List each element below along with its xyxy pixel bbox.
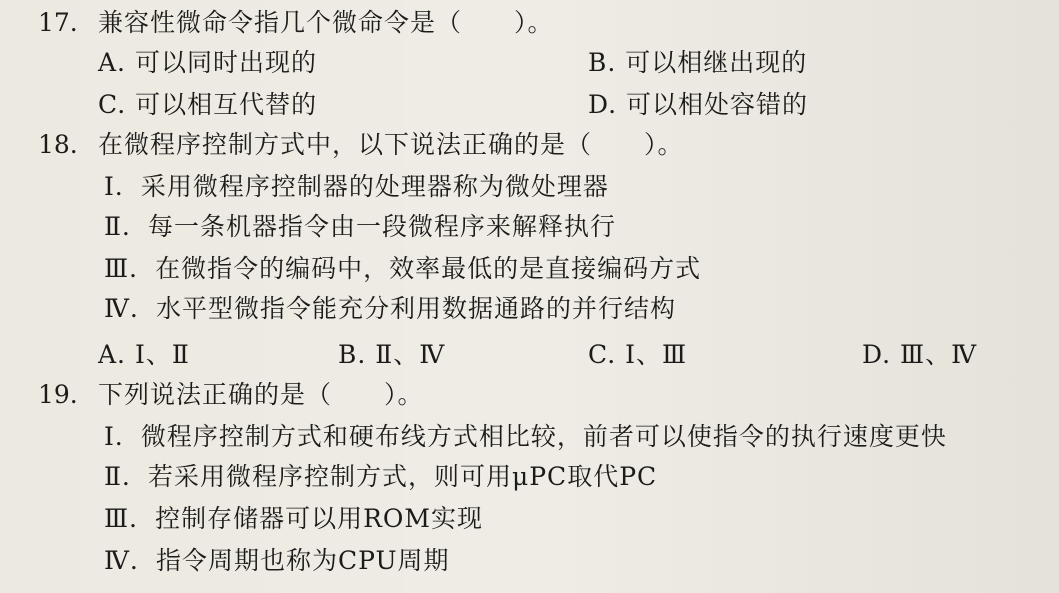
question-18-option-a: A. Ⅰ、Ⅱ bbox=[98, 340, 190, 369]
question-19-statement-3: Ⅲ．控制存储器可以用ROM实现 bbox=[104, 504, 484, 533]
question-17-option-c: C. 可以相互代替的 bbox=[98, 90, 318, 119]
question-17-stem: 兼容性微命令指几个微命令是（ ）。 bbox=[98, 8, 554, 37]
question-18-option-b: B. Ⅱ、Ⅳ bbox=[338, 340, 446, 369]
question-17-option-a: A. 可以同时出现的 bbox=[98, 48, 317, 77]
question-17-option-b: B. 可以相继出现的 bbox=[588, 48, 808, 77]
question-19-number: 19. bbox=[38, 380, 78, 409]
question-18-stem: 在微程序控制方式中，以下说法正确的是（ ）。 bbox=[98, 130, 684, 159]
question-17-option-d: D. 可以相处容错的 bbox=[588, 90, 809, 119]
question-18-option-c: C. Ⅰ、Ⅲ bbox=[588, 340, 688, 369]
question-19-statement-1: Ⅰ．微程序控制方式和硬布线方式相比较，前者可以使指令的执行速度更快 bbox=[104, 422, 947, 451]
question-19-statement-4: Ⅳ．指令周期也称为CPU周期 bbox=[104, 546, 450, 575]
question-18-statement-4: Ⅳ．水平型微指令能充分利用数据通路的并行结构 bbox=[104, 294, 676, 323]
question-19-statement-2: Ⅱ．若采用微程序控制方式，则可用μPC取代PC bbox=[104, 462, 658, 491]
question-17-number: 17. bbox=[38, 8, 78, 37]
question-18-statement-3: Ⅲ．在微指令的编码中，效率最低的是直接编码方式 bbox=[104, 254, 702, 283]
question-18-statement-2: Ⅱ．每一条机器指令由一段微程序来解释执行 bbox=[104, 212, 616, 241]
question-19-stem: 下列说法正确的是（ ）。 bbox=[98, 380, 424, 409]
question-18-statement-1: Ⅰ．采用微程序控制器的处理器称为微处理器 bbox=[104, 172, 609, 201]
question-18-number: 18. bbox=[38, 130, 78, 159]
question-18-option-d: D. Ⅲ、Ⅳ bbox=[862, 340, 978, 369]
